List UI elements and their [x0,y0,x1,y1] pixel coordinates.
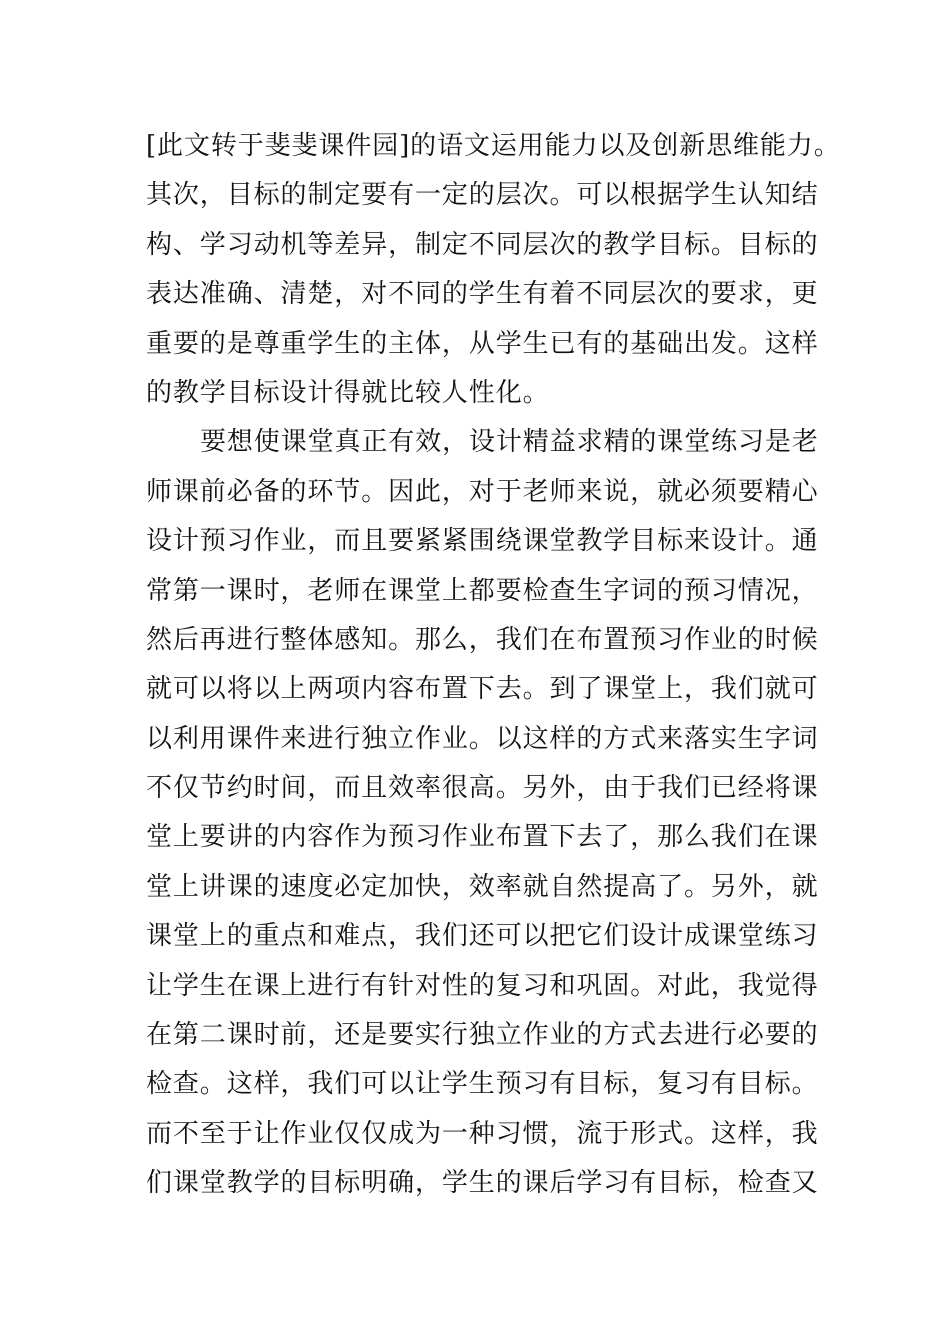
text-line: 让学生在课上进行有针对性的复习和巩固。对此，我觉得 [146,970,819,1001]
text-line: 检查。这样，我们可以让学生预习有目标，复习有目标。 [146,1069,819,1100]
text-line: 表达准确、清楚，对不同的学生有着不同层次的要求，更 [146,279,819,310]
text-line: 构、学习动机等差异，制定不同层次的教学目标。目标的 [146,229,819,260]
paragraph-first-line: 要想使课堂真正有效，设计精益求精的课堂练习是老 [200,427,819,458]
text-line: 堂上讲课的速度必定加快，效率就自然提高了。另外，就 [146,871,819,902]
text-line: 而不至于让作业仅仅成为一种习惯，流于形式。这样，我 [146,1118,819,1149]
text-line: 常第一课时，老师在课堂上都要检查生字词的预习情况， [146,575,819,606]
text-line: 设计预习作业，而且要紧紧围绕课堂教学目标来设计。通 [146,526,819,557]
text-line: 重要的是尊重学生的主体，从学生已有的基础出发。这样 [146,328,819,359]
text-line: 堂上要讲的内容作为预习作业布置下去了，那么我们在课 [146,822,819,853]
text-line: 课堂上的重点和难点，我们还可以把它们设计成课堂练习 [146,921,819,952]
body-text [146,122,846,1209]
text-line: 师课前必备的环节。因此，对于老师来说，就必须要精心 [146,476,819,507]
text-line: [此文转于斐斐课件园]的语文运用能力以及创新思维能力。 [146,131,841,161]
text-line: 在第二课时前，还是要实行独立作业的方式去进行必要的 [146,1020,819,1051]
text-line: 不仅节约时间，而且效率很高。另外，由于我们已经将课 [146,773,819,804]
text-line: 其次，目标的制定要有一定的层次。可以根据学生认知结 [146,180,819,211]
text-line: 然后再进行整体感知。那么，我们在布置预习作业的时候 [146,624,819,655]
text-line: 们课堂教学的目标明确，学生的课后学习有目标，检查又 [146,1168,819,1199]
text-line: 就可以将以上两项内容布置下去。到了课堂上，我们就可 [146,674,819,705]
text-line: 以利用课件来进行独立作业。以这样的方式来落实生字词 [146,723,819,754]
text-line: 的教学目标设计得就比较人性化。 [146,377,550,408]
